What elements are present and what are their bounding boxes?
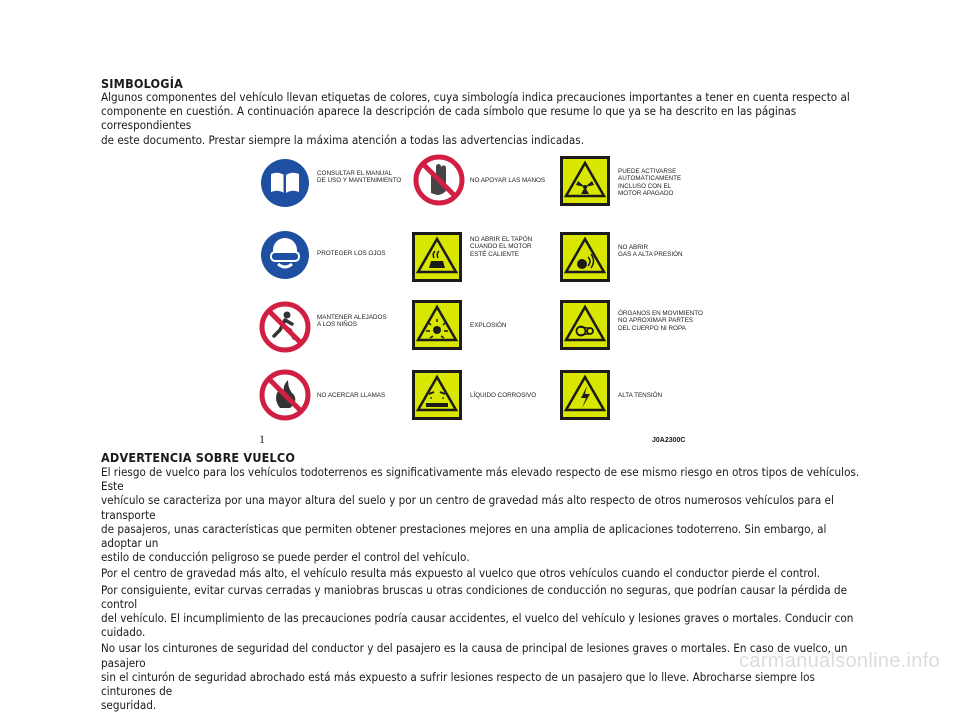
manual-icon [260,158,310,208]
section-title-simbologia: SIMBOLOGÍA [101,76,183,91]
figure-code: J0A2300C [652,437,686,444]
symbol-label: LÍQUIDO CORROSIVO [470,392,537,399]
child-icon [258,300,312,354]
symbol-label: MANTENER ALEJADOS A LOS NIÑOS [317,314,387,329]
intro-paragraph [101,90,861,147]
symbol-label: NO APOYAR LAS MANOS [470,177,546,184]
hand-icon [412,153,466,207]
fan-icon [558,154,612,208]
explosion-icon [410,298,464,352]
text-line: de pasajeros, unas características que permiten obtener prestaciones mejores en una amplia de aplicaciones todoterreno. Sin embargo, al adoptar un [101,521,827,551]
text-line: Algunos componentes del vehículo llevan etiquetas de colores, cuya simbología indica precauciones importantes a tener en cuenta respecto al [101,90,850,104]
text-line: estilo de conducción peligroso se puede perder el control del vehículo. [101,550,470,565]
text-line: vehículo se caracteriza por una mayor altura del suelo y por un centro de gravedad más alto respecto de otros numerosos vehículos para el transporte [101,493,834,522]
symbol-label: PUEDE ACTIVARSE AUTOMÁTICAMENTE INCLUSO CON EL MOTOR APAGADO [618,168,682,198]
text-line: El riesgo de vuelco para los vehículos todoterrenos es significativamente más elevado respecto de ese mismo riesgo en otros tipos de vehículos. Este [101,465,860,494]
text-line: Por consiguiente, evitar curvas cerradas y maniobras bruscas u otras condiciones de conducción no seguras, que podrían causar la pérdida de control [101,582,848,611]
safety-symbols-figure [252,150,703,446]
figure-number: 1 [259,432,265,446]
flame-icon [258,368,312,422]
symbol-label: ALTA TENSIÓN [618,392,663,399]
high-voltage-icon [558,368,612,422]
symbol-label: CONSULTAR EL MANUAL DE USO Y MANTENIMIENTO [317,170,402,185]
goggles-icon [260,230,310,280]
symbol-label: NO ABRIR GAS A ALTA PRESIÓN [618,244,683,259]
corrosive-icon [410,368,464,422]
symbol-label: PROTEGER LOS OJOS [317,250,386,257]
hot-cap-icon [410,230,464,284]
text-line: Por el centro de gravedad más alto, el vehículo resulta más expuesto al vuelco que otros vehículos cuando el conductor pierde el control. [101,566,821,581]
text-line: sin el cinturón de seguridad abrochado está más expuesto a sufrir lesiones respecto de un pasajero que lo lleve. Abrocharse siempre los cinturones de [101,669,815,699]
symbol-label: EXPLOSIÓN [470,322,507,329]
rollover-paragraphs [101,465,861,712]
symbol-label: NO ABRIR EL TAPÓN CUANDO EL MOTOR ESTÉ CALIENTE [470,236,533,258]
section-title-vuelco: ADVERTENCIA SOBRE VUELCO [101,450,296,465]
text-line: de este documento. Prestar siempre la máxima atención a todas las advertencias indicadas. [101,132,585,147]
moving-parts-icon [558,298,612,352]
text-line: del vehículo. El incumplimiento de las precauciones podría causar accidentes, el vuelco del vehículo y lesiones graves o mortales. Conducir con [101,611,854,626]
pressure-icon [558,230,612,284]
symbol-label: ÓRGANOS EN MOVIMIENTO NO APROXIMAR PARTES DEL CUERPO NI ROPA [618,310,703,332]
text-line: seguridad. [101,698,157,712]
text-line: componente en cuestión. A continuación aparece la descripción de cada símbolo que resume lo que ya se ha descrito en las páginas correspondientes [101,104,797,133]
symbol-label: NO ACERCAR LLAMAS [317,392,386,399]
text-line: No usar los cinturones de seguridad del conductor y del pasajero es la causa de principal de lesiones graves o mortales. En caso de vuelco, un pasajero [101,641,848,670]
text-line: cuidado. [101,625,146,640]
watermark: carmanualsonline.info [739,650,940,672]
